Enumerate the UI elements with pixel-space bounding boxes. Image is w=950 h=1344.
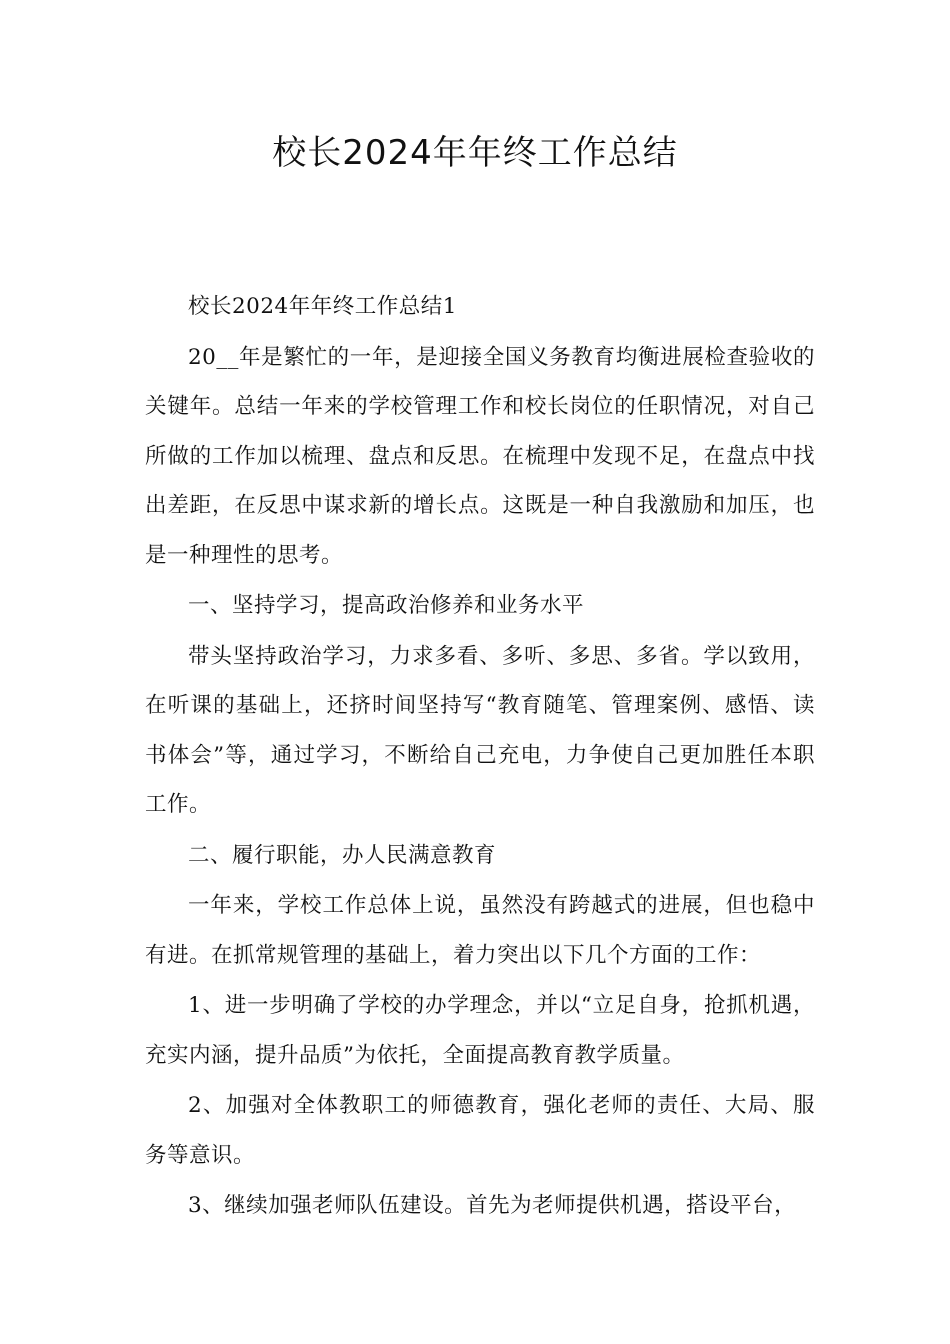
list-item-3: 3、继续加强老师队伍建设。首先为老师提供机遇，搭设平台， [188,1193,797,1218]
document-title: 校长2024年年终工作总结 [272,133,678,173]
section-1-paragraph: 带头坚持政治学习，力求多看、多听、多思、多省。学以致用，在听课的基础上，还挤时间坚持写“教育随笔、管理案例、感悟、读书体会”等，通过学习，不断给自己充电，力争使自己更加胜任本职工作。 [145,643,815,817]
section-heading-2: 二、履行职能，办人民满意教育 [188,842,497,868]
list-item-1: 1、进一步明确了学校的办学理念，并以“立足自身，抢抓机遇，充实内涵，提升品质”为依托，全面提高教育教学质量。 [145,993,815,1068]
section-2-paragraph: 一年来，学校工作总体上说，虽然没有跨越式的进展，但也稳中有进。在抓常规管理的基础上，着力突出以下几个方面的工作： [145,893,815,968]
intro-paragraph: 20__年是繁忙的一年，是迎接全国义务教育均衡进展检查验收的关键年。总结一年来的学校管理工作和校长岗位的任职情况，对自己所做的工作加以梳理、盘点和反思。在梳理中发现不足，在盘点中找出差距，在反思中谋求新的增长点。这既是一种自我激励和加压，也是一种理性的思考。 [145,344,815,568]
document-body [145,282,815,1232]
section-heading-1: 一、坚持学习，提高政治修养和业务水平 [188,593,585,618]
list-item-2: 2、加强对全体教职工的师德教育，强化老师的责任、大局、服务等意识。 [145,1093,815,1168]
subtitle-paragraph: 校长2024年年终工作总结1 [188,294,457,319]
